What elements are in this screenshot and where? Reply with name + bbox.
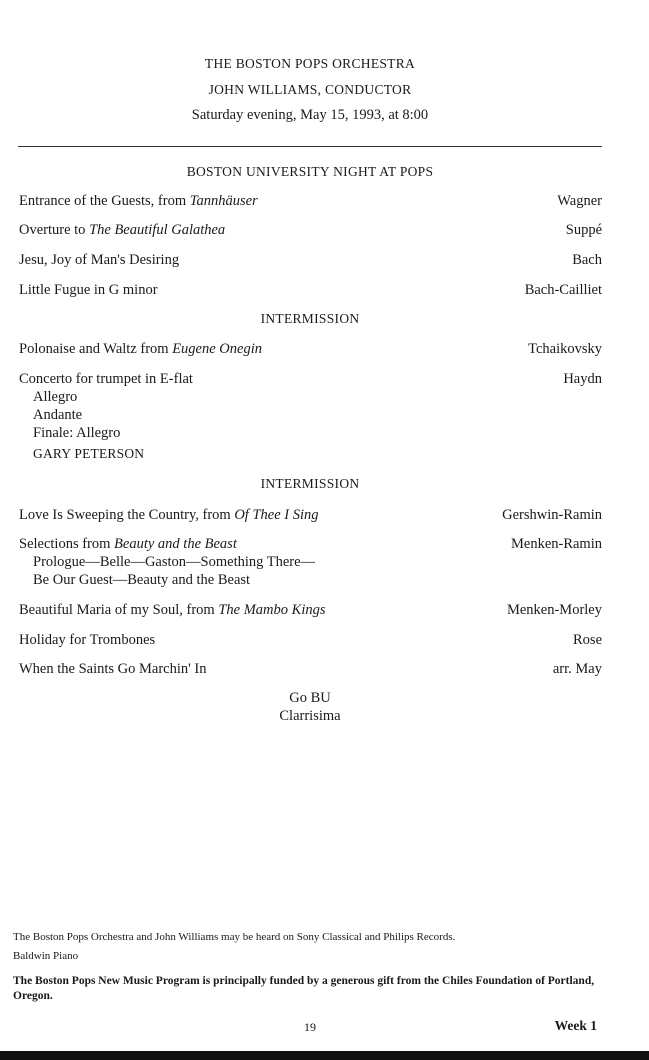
composer: Bach-Cailliet — [524, 282, 602, 298]
conductor-line: JOHN WILLIAMS, CONDUCTOR — [208, 82, 412, 97]
movement: Allegro — [33, 389, 78, 405]
selection-list: Be Our Guest—Beauty and the Beast — [33, 572, 251, 588]
piece-title: Concerto for trumpet in E-flat — [19, 371, 193, 387]
funding-note: The Boston Pops New Music Program is principally funded by a generous gift from the Chiles Foundation of Portland, Oregon. — [13, 975, 595, 1002]
composer: Rose — [573, 632, 602, 648]
movement: Andante — [33, 407, 83, 423]
composer: Haydn — [563, 371, 602, 387]
orchestra-name: THE BOSTON POPS ORCHESTRA — [204, 56, 416, 71]
piece-title: Holiday for Trombones — [19, 632, 156, 648]
composer: Bach — [572, 252, 602, 268]
piece-title: Entrance of the Guests, from Tannhäuser — [19, 193, 258, 209]
piece-title: Little Fugue in G minor — [19, 282, 158, 298]
composer: arr. May — [552, 661, 602, 677]
piece-title: Jesu, Joy of Man's Desiring — [19, 252, 180, 268]
intermission-heading: INTERMISSION — [260, 476, 360, 491]
encore: Clarrisima — [279, 708, 341, 724]
composer: Menken-Ramin — [510, 536, 602, 552]
intermission-heading: INTERMISSION — [260, 311, 360, 326]
composer: Menken-Morley — [506, 602, 602, 618]
encore: Go BU — [289, 690, 331, 706]
concert-date: Saturday evening, May 15, 1993, at 8:00 — [191, 107, 429, 123]
piece-title: Overture to The Beautiful Galathea — [19, 222, 226, 238]
records-note: The Boston Pops Orchestra and John Williams may be heard on Sony Classical and Philips Records. — [13, 931, 456, 943]
piano-credit: Baldwin Piano — [13, 950, 79, 962]
header-divider — [18, 146, 602, 147]
composer: Gershwin-Ramin — [502, 507, 602, 523]
piece-title: Beautiful Maria of my Soul, from The Mambo Kings — [19, 602, 326, 618]
composer: Tchaikovsky — [528, 341, 602, 357]
scan-edge — [0, 1051, 649, 1060]
composer: Wagner — [557, 193, 602, 209]
movement: Finale: Allegro — [33, 425, 121, 441]
selection-list: Prologue—Belle—Gaston—Something There— — [33, 554, 316, 570]
week-label: Week 1 — [554, 1018, 597, 1033]
composer: Suppé — [565, 222, 602, 238]
piece-title: When the Saints Go Marchin' In — [19, 661, 207, 677]
piece-title: Selections from Beauty and the Beast — [19, 536, 237, 552]
piece-title: Polonaise and Waltz from Eugene Onegin — [19, 341, 262, 357]
page-number: 19 — [304, 1020, 316, 1034]
program-title: BOSTON UNIVERSITY NIGHT AT POPS — [186, 164, 434, 179]
soloist-name: GARY PETERSON — [33, 446, 145, 461]
piece-title: Love Is Sweeping the Country, from Of Thee I Sing — [19, 507, 319, 523]
